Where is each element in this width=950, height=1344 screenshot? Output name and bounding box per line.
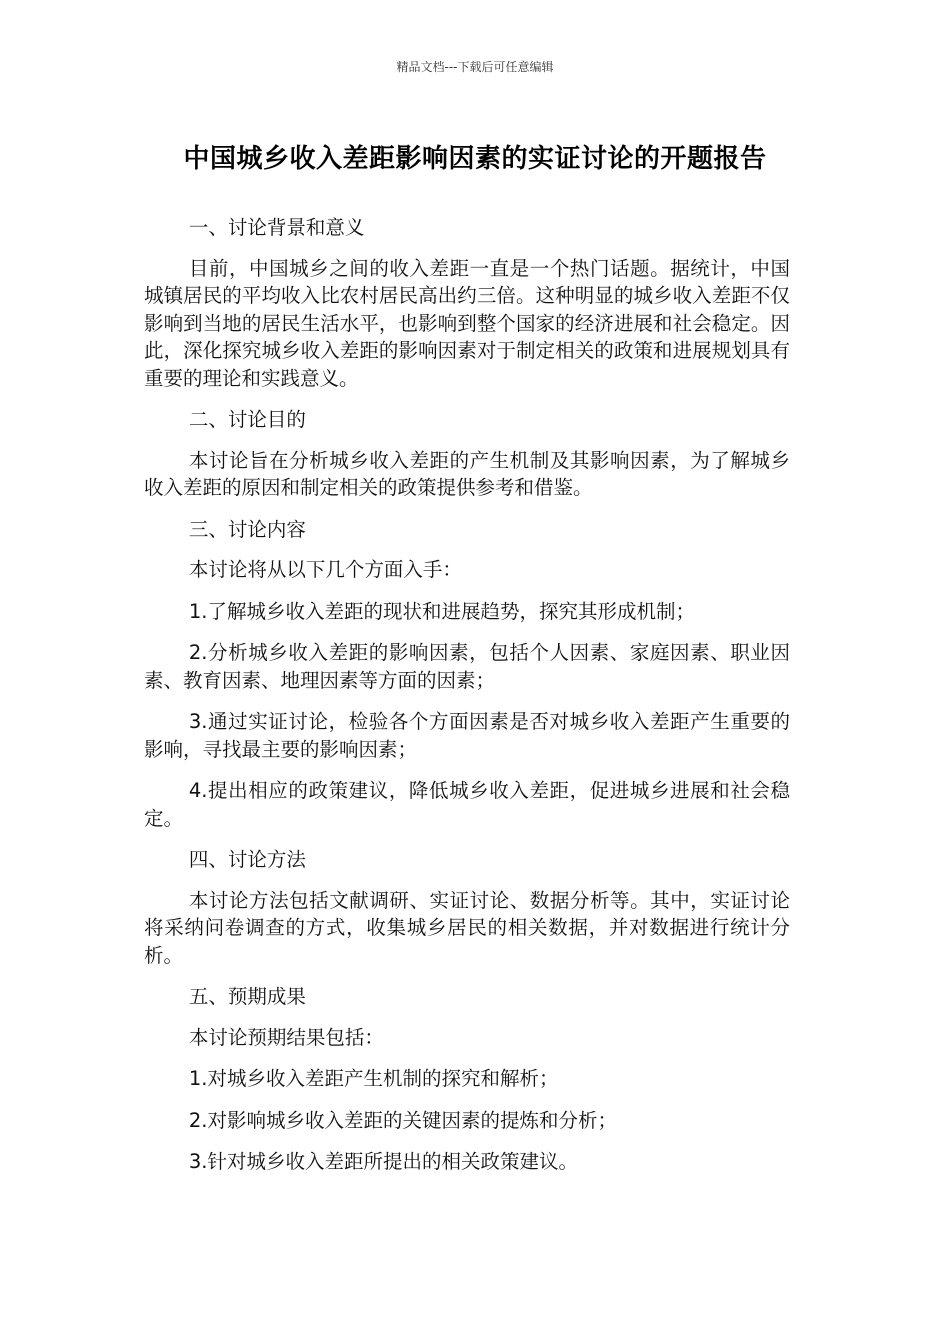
list-item: 3.通过实证讨论，检验各个方面因素是否对城乡收入差距产生重要的影响，寻找最主要的影响因素； — [144, 710, 790, 761]
document-body — [144, 214, 790, 1190]
section-heading-results: 五、预期成果 — [188, 985, 306, 1008]
list-item: 4.提出相应的政策建议，降低城乡收入差距，促进城乡进展和社会稳定。 — [144, 779, 790, 830]
list-item: 3.针对城乡收入差距所提出的相关政策建议。 — [188, 1150, 578, 1173]
document-title: 中国城乡收入差距影响因素的实证讨论的开题报告 — [183, 144, 767, 174]
section-heading-method: 四、讨论方法 — [188, 848, 306, 871]
paragraph-purpose: 本讨论旨在分析城乡收入差距的产生机制及其影响因素，为了解城乡收入差距的原因和制定相关的政策提供参考和借鉴。 — [144, 448, 790, 499]
paragraph-method: 本讨论方法包括文献调研、实证讨论、数据分析等。其中，实证讨论将采纳问卷调查的方式，收集城乡居民的相关数据，并对数据进行统计分析。 — [144, 888, 790, 967]
list-item: 1.对城乡收入差距产生机制的探究和解析； — [188, 1067, 559, 1090]
paragraph-content-intro: 本讨论将从以下几个方面入手： — [188, 558, 462, 581]
section-heading-background: 一、讨论背景和意义 — [188, 216, 365, 239]
section-heading-purpose: 二、讨论目的 — [188, 408, 306, 431]
list-item: 2.对影响城乡收入差距的关键因素的提炼和分析； — [188, 1108, 617, 1132]
list-item: 2.分析城乡收入差距的影响因素，包括个人因素、家庭因素、职业因素、教育因素、地理因素等方面的因素； — [144, 641, 790, 692]
section-heading-content: 三、讨论内容 — [188, 517, 306, 541]
paragraph-background: 目前，中国城乡之间的收入差距一直是一个热门话题。据统计，中国城镇居民的平均收入比农村居民高出约三倍。这种明显的城乡收入差距不仅影响到当地的居民生活水平，也影响到整个国家的经济进展和社会稳定。因此，深化探究城乡收入差距的影响因素对于制定相关的政策和进展规划具有重要的理论和实践意义。 — [144, 256, 790, 390]
paragraph-results-intro: 本讨论预期结果包括： — [188, 1025, 384, 1049]
list-item: 1.了解城乡收入差距的现状和进展趋势，探究其形成机制； — [188, 599, 695, 623]
header-note: 精品文档---下载后可任意编辑 — [396, 60, 554, 74]
